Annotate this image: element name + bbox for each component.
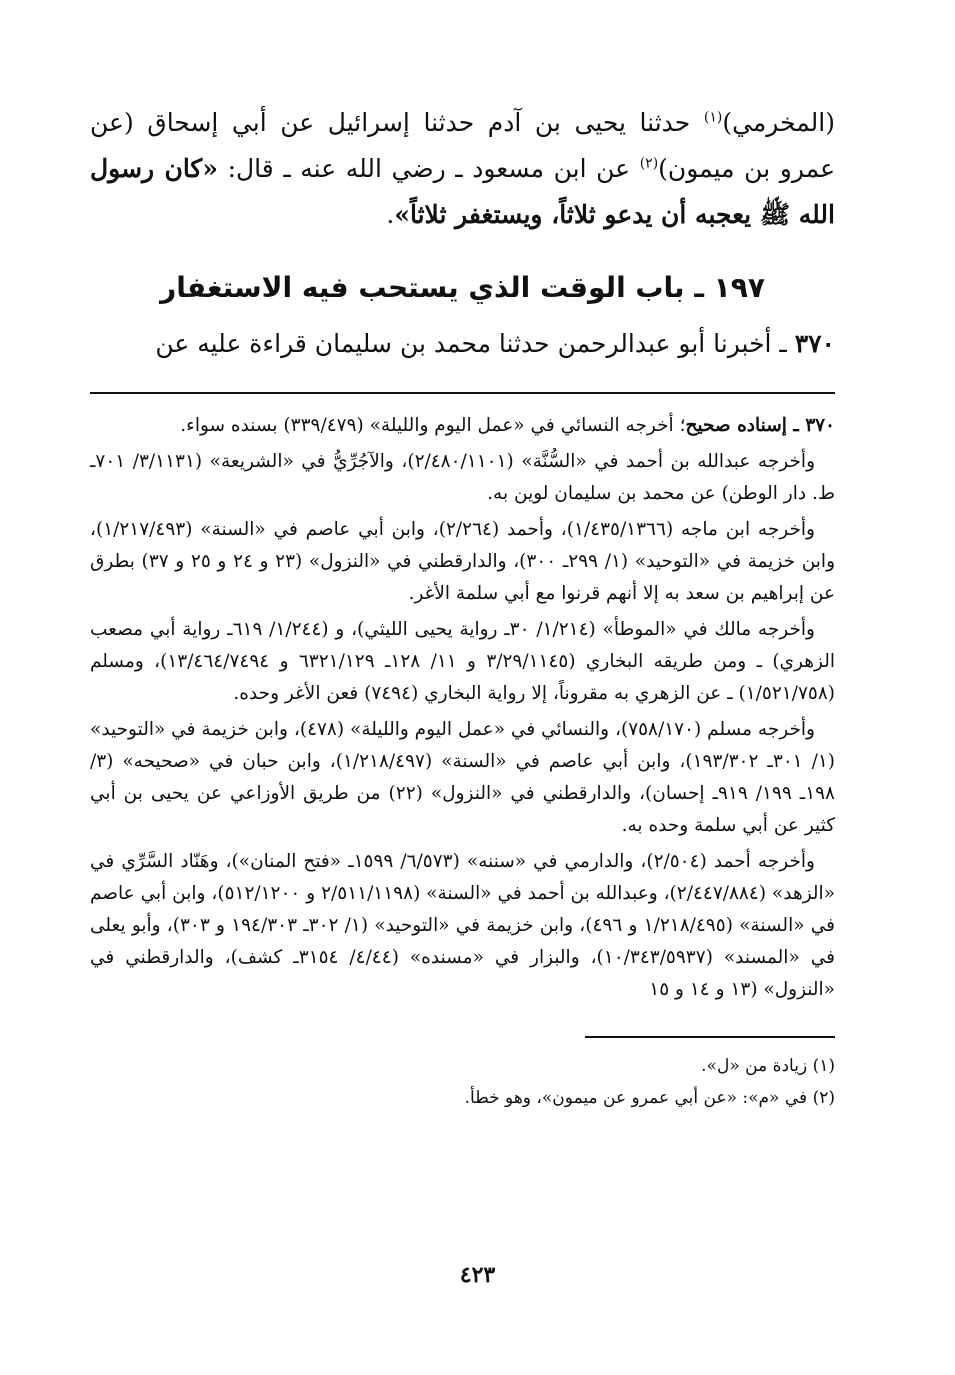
footnote-divider — [585, 1036, 835, 1038]
hadith-number: ٣٧٠ — [794, 329, 835, 358]
hadith-quote: «كان رسول الله ﷺ يعجبه أن يدعو ثلاثاً، ويستغفر ثلاثاً» — [90, 154, 835, 229]
footnote-number: (١) — [812, 1056, 835, 1076]
footnote-item — [90, 1050, 835, 1082]
footnote-ref-1[interactable]: (١) — [703, 109, 723, 126]
commentary-text: ؛ أخرجه النسائي في «عمل اليوم والليلة» (٣٣٩/٤٧٩) بسنده سواء. — [180, 415, 686, 436]
commentary-section — [90, 410, 835, 1006]
page-number: ٤٢٣ — [459, 1262, 496, 1288]
main-text-part: عن ابن مسعود ـ رضي الله عنه ـ قال: — [217, 154, 640, 183]
footnote-text: في «م»: «عن أبي عمرو عن ميمون»، وهو خطأ. — [464, 1088, 808, 1108]
footnotes-list — [90, 1050, 835, 1114]
footnote-ref-2[interactable]: (٢) — [639, 155, 659, 172]
commentary-divider — [90, 392, 835, 394]
hadith-text: ـ أخبرنا أبو عبدالرحمن حدثنا محمد بن سليمان قراءة عليه عن — [155, 329, 795, 358]
main-text-end: . — [386, 200, 395, 229]
hadith-paragraph — [90, 324, 835, 364]
commentary-number: ٣٧٠ — [805, 415, 835, 436]
main-text-part: (المخرمي) — [722, 108, 835, 137]
commentary-paragraph: وأخرجه أحمد (٢/٥٠٤)، والدارمي في «سننه» (٦/٥٧٣/ ١٥٩٩ـ «فتح المنان»)، وهَنّاد السَّرِّي في «الزهد» (٢/٤٤٧/٨٨٤)، وعبدالله بن أحمد في «السنة» (٢/٥١١/١١٩٨ و ٥١٢/١٢٠٠)، وابن أبي عاصم في «السنة» (١/٢١٨/٤٩٥ و ٤٩٦)، وابن خزيمة في «التوحيد» (١/ ٣٠٢ـ ١٩٤/٣٠٣ و ٣٠٣)، وأبو يعلى في «المسند» (١٠/٣٤٣/٥٩٣٧)، والبزار في «مسنده» (٤/٤٤/ ٣١٥٤ـ كشف)، والدارقطني في «النزول» (١٣ و ١٤ و ١٥ — [90, 851, 836, 1000]
main-paragraph — [90, 100, 835, 238]
commentary-label: ـ إسناده صحيح — [685, 415, 806, 436]
chapter-heading: ١٩٧ ـ باب الوقت الذي يستحب فيه الاستغفار — [160, 271, 765, 304]
commentary-paragraph: وأخرجه مسلم (٧٥٨/١٧٠)، والنسائي في «عمل اليوم والليلة» (٤٧٨)، وابن خزيمة في «التوحيد» (١/ ٣٠١ـ ١٩٣/٣٠٢)، وابن أبي عاصم في «السنة» (١/٢١٨/٤٩٧)، وابن حبان في «صحيحه» (٣/ ١٩٨ـ ١٩٩/ ٩١٩ـ إحسان)، والدارقطني في «النزول» (٢٢) من طريق الأوزاعي عن يحيى بن أبي كثير عن أبي سلمة وحده به. — [90, 719, 835, 836]
footnote-number: (٢) — [812, 1088, 835, 1108]
commentary-paragraph — [90, 410, 835, 442]
footnote-text: زيادة من «ل». — [701, 1056, 808, 1076]
commentary-paragraph: وأخرجه مالك في «الموطأ» (١/٢١٤/ ٣٠ـ رواية يحيى الليثي)، و (١/٢٤٤/ ٦١٩ـ رواية أبي مصعب الزهري) ـ ومن طريقه البخاري (٣/٢٩/١١٤٥ و ١١/ ١٢٨ـ ٦٣٢١/١٢٩ و ١٣/٤٦٤/٧٤٩٤)، ومسلم (١/٥٢١/٧٥٨) ـ عن الزهري به مقروناً، إلا رواية البخاري (٧٤٩٤) فعن الأغر وحده. — [90, 619, 835, 704]
commentary-paragraph: وأخرجه عبدالله بن أحمد في «السُّنَّة» (٢/٤٨٠/١١٠١)، والآجُرِّيُّ في «الشريعة» (٣/١١٣١/ ٧٠١ـ ط. دار الوطن) عن محمد بن سليمان لوين به. — [90, 451, 835, 504]
commentary-paragraph: وأخرجه ابن ماجه (١/٤٣٥/١٣٦٦)، وأحمد (٢/٢٦٤)، وابن أبي عاصم في «السنة» (١/٢١٧/٤٩٣)، وابن خزيمة في «التوحيد» (١/ ٢٩٩ـ ٣٠٠)، والدارقطني في «النزول» (٢٣ و ٢٤ و ٢٥ و ٣٧) بطرق عن إبراهيم بن سعد به إلا أنهم قرنوا مع أبي سلمة الأغر. — [90, 519, 836, 604]
main-text-part: حدثنا يحيى بن آدم حدثنا إسرائيل عن أبي إسحاق (عن عمرو بن ميمون) — [90, 108, 835, 183]
page-content — [90, 100, 835, 1114]
footnote-item — [90, 1082, 835, 1114]
